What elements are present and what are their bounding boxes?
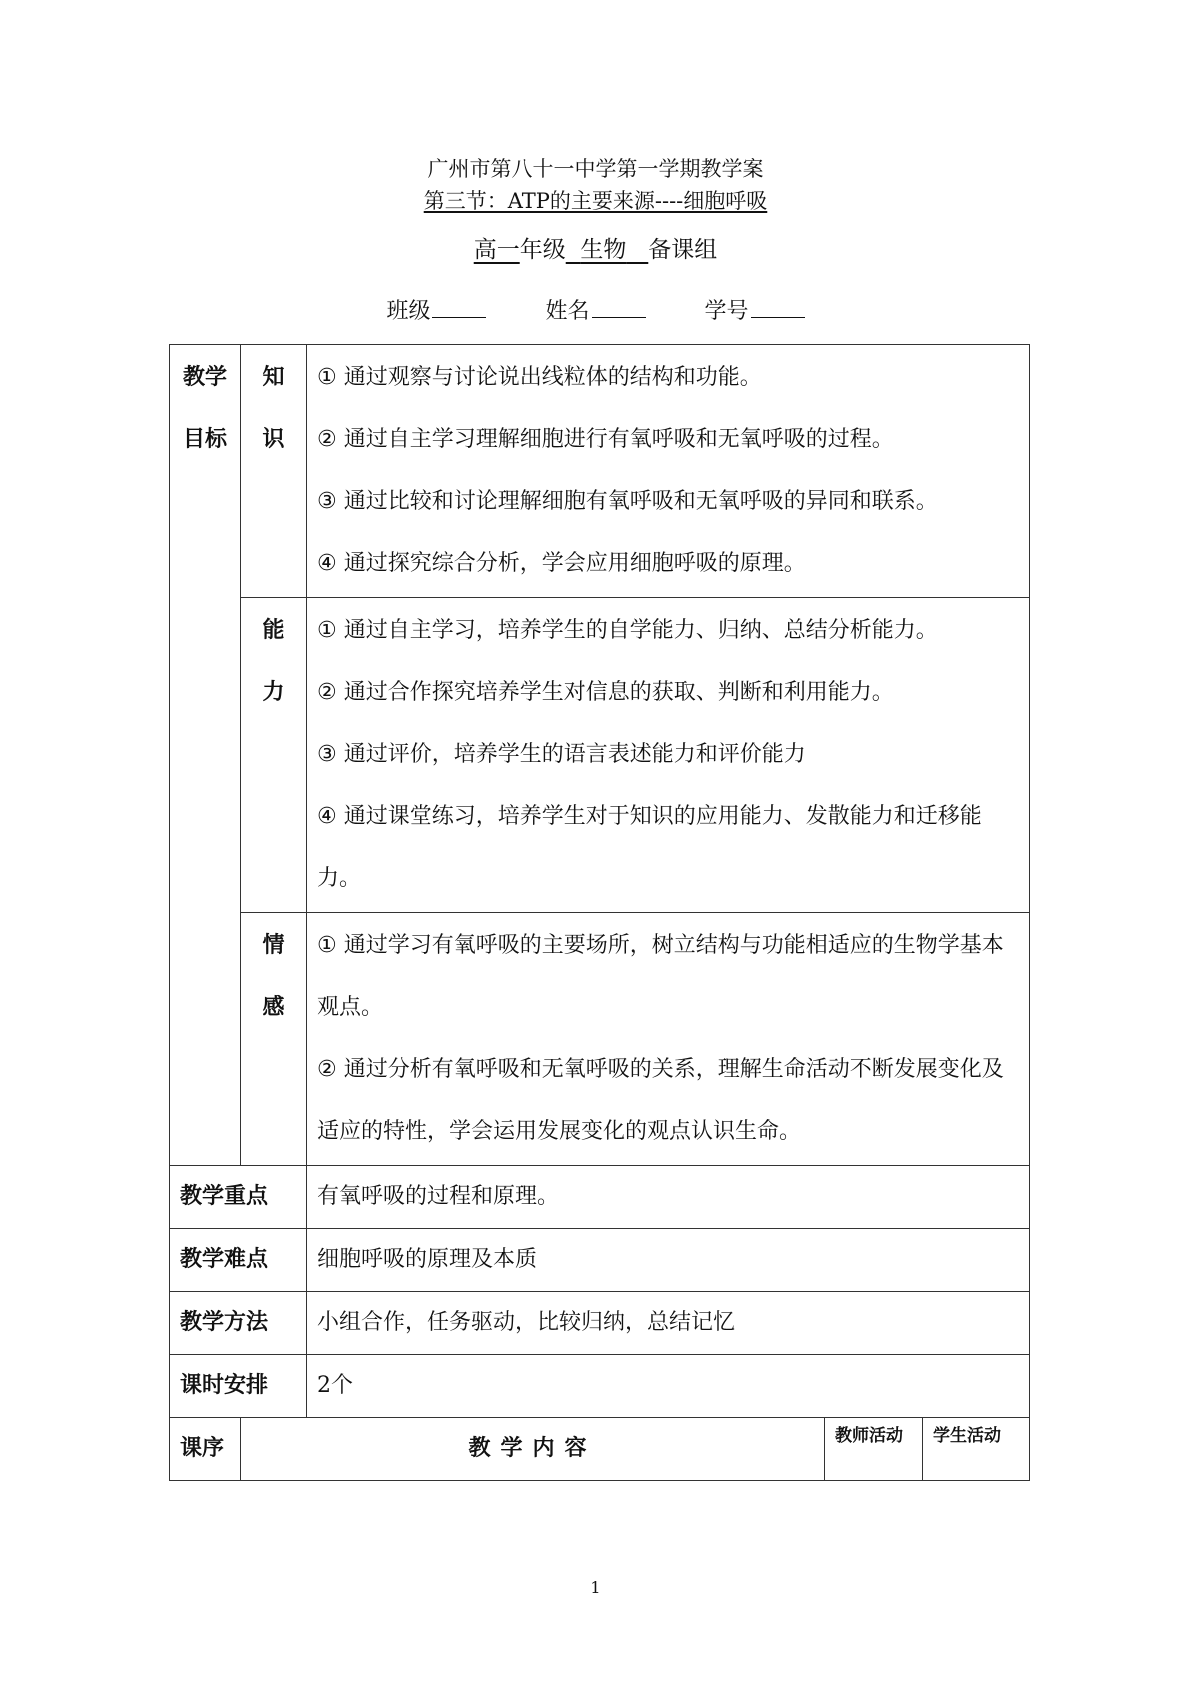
emotion-content bbox=[307, 913, 1030, 1166]
class-blank[interactable] bbox=[432, 315, 486, 318]
grade-subject-line bbox=[0, 234, 1191, 266]
list-item: ① 通过学习有氧呼吸的主要场所，树立结构与功能相适应的生物学基本观点。 bbox=[317, 933, 1004, 1020]
schedule-text: 2个 bbox=[307, 1355, 1030, 1418]
section-title bbox=[0, 187, 1191, 215]
section-title-text: 第三节：ATP的主要来源----细胞呼吸 bbox=[423, 189, 768, 213]
table-row bbox=[170, 1292, 1030, 1355]
school-title: 广州市第八十一中学第一学期教学案 bbox=[427, 157, 764, 181]
difficulty-label: 教学难点 bbox=[170, 1229, 307, 1292]
list-item: ④ 通过探究综合分析，学会应用细胞呼吸的原理。 bbox=[317, 551, 806, 576]
objective-emotion-row bbox=[170, 913, 1030, 1166]
list-item: ① 通过观察与讨论说出线粒体的结构和功能。 bbox=[317, 365, 762, 390]
list-item: ② 通过分析有氧呼吸和无氧呼吸的关系，理解生命活动不断发展变化及适应的特性，学会运用发展变化的观点认识生命。 bbox=[317, 1057, 1004, 1144]
objective-knowledge-row bbox=[170, 345, 1030, 598]
list-item: ② 通过合作探究培养学生对信息的获取、判断和利用能力。 bbox=[317, 680, 894, 705]
id-label: 学号 bbox=[704, 299, 749, 324]
table-row bbox=[170, 1355, 1030, 1418]
content-label: 教学内容 bbox=[241, 1418, 825, 1481]
objective-ability-row bbox=[170, 598, 1030, 913]
grade-suffix: 年级 bbox=[519, 237, 566, 263]
list-item: ③ 通过比较和讨论理解细胞有氧呼吸和无氧呼吸的异同和联系。 bbox=[317, 489, 938, 514]
order-label: 课序 bbox=[170, 1418, 241, 1481]
knowledge-content bbox=[307, 345, 1030, 598]
lesson-plan-table bbox=[169, 344, 1030, 1481]
list-item: ① 通过自主学习，培养学生的自学能力、归纳、总结分析能力。 bbox=[317, 618, 938, 643]
teacher-activity-label: 教师活动 bbox=[825, 1418, 923, 1481]
table-header-row bbox=[170, 1418, 1030, 1481]
method-text: 小组合作，任务驱动，比较归纳，总结记忆 bbox=[307, 1292, 1030, 1355]
table-row bbox=[170, 1229, 1030, 1292]
method-label: 教学方法 bbox=[170, 1292, 307, 1355]
name-label: 姓名 bbox=[545, 299, 590, 324]
schedule-label: 课时安排 bbox=[170, 1355, 307, 1418]
grade-value: 高一 bbox=[473, 237, 520, 263]
list-item: ④ 通过课堂练习，培养学生对于知识的应用能力、发散能力和迁移能力。 bbox=[317, 804, 982, 891]
student-activity-label: 学生活动 bbox=[923, 1418, 1030, 1481]
ability-label: 能 力 bbox=[241, 598, 307, 913]
student-info-line bbox=[0, 296, 1191, 328]
list-item: ③ 通过评价，培养学生的语言表述能力和评价能力 bbox=[317, 742, 806, 767]
subject-value: 生物 bbox=[580, 237, 627, 263]
id-blank[interactable] bbox=[751, 315, 805, 318]
knowledge-label: 知 识 bbox=[241, 345, 307, 598]
objectives-label: 教学 目标 bbox=[170, 345, 241, 1166]
class-label: 班级 bbox=[386, 299, 431, 324]
table-row bbox=[170, 1166, 1030, 1229]
key-point-text: 有氧呼吸的过程和原理。 bbox=[307, 1166, 1030, 1229]
key-point-label: 教学重点 bbox=[170, 1166, 307, 1229]
name-blank[interactable] bbox=[592, 315, 646, 318]
difficulty-text: 细胞呼吸的原理及本质 bbox=[307, 1229, 1030, 1292]
page-number: 1 bbox=[590, 1578, 601, 1597]
emotion-label: 情 感 bbox=[241, 913, 307, 1166]
ability-content bbox=[307, 598, 1030, 913]
group-suffix: 备课组 bbox=[648, 237, 718, 263]
list-item: ② 通过自主学习理解细胞进行有氧呼吸和无氧呼吸的过程。 bbox=[317, 427, 894, 452]
